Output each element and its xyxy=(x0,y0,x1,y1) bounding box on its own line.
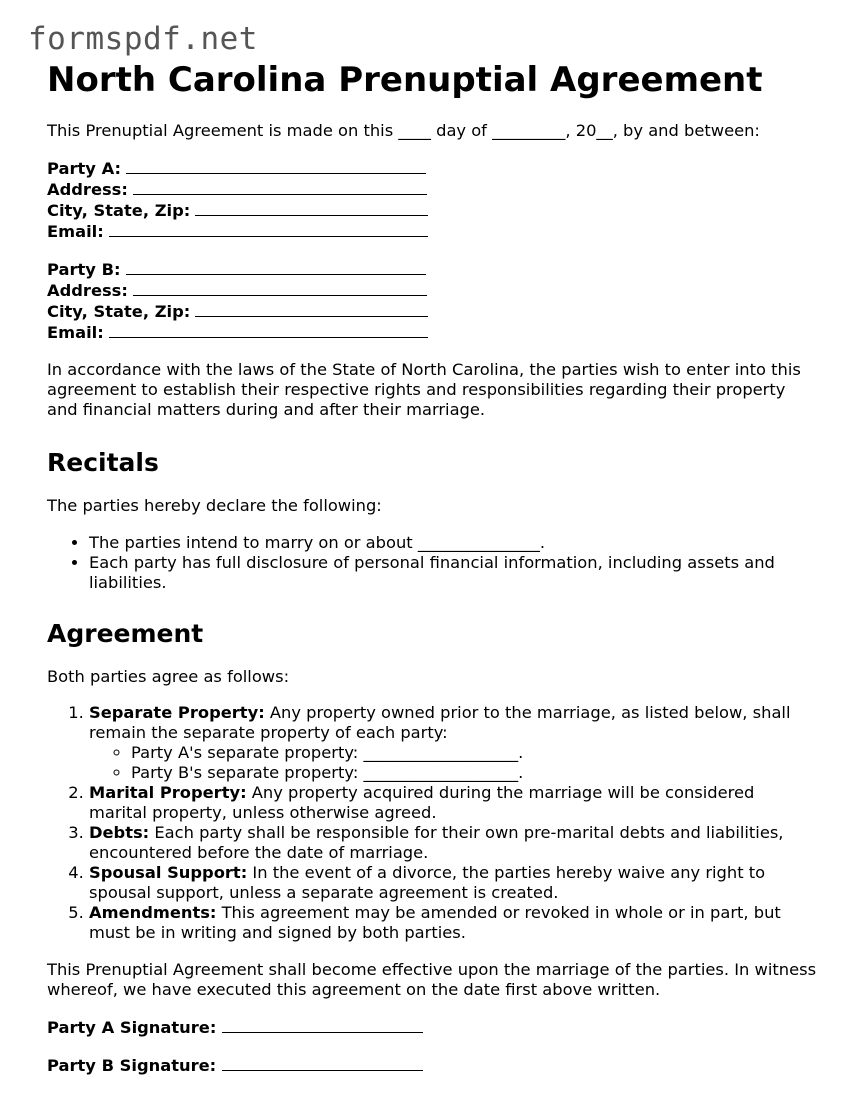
party-a-name-label: Party A: xyxy=(47,159,121,178)
agreement-text: Each party shall be responsible for their own pre-marital debts and liabilities, encountered before the date of marriage. xyxy=(89,823,784,862)
document-title: North Carolina Prenuptial Agreement xyxy=(47,60,763,100)
party-a-city-label: City, State, Zip: xyxy=(47,201,191,220)
party-a-email-blank[interactable] xyxy=(109,221,428,237)
recitals-heading: Recitals xyxy=(47,448,159,477)
party-b-name-label: Party B: xyxy=(47,260,121,279)
agreement-term: Debts: xyxy=(89,823,150,842)
party-a-address-blank[interactable] xyxy=(133,179,427,195)
party-a-email-label: Email: xyxy=(47,222,104,241)
agreement-term: Separate Property: xyxy=(89,703,265,722)
recitals-list xyxy=(47,533,817,593)
party-b-email-blank[interactable] xyxy=(109,322,428,338)
party-b-signature-line xyxy=(47,1055,817,1076)
party-a-signature-blank[interactable] xyxy=(222,1017,423,1033)
party-b-name-line xyxy=(47,259,817,280)
sub-item: ◦ Party A's separate property: ___________________. xyxy=(131,743,817,763)
party-a-address-label: Address: xyxy=(47,180,128,199)
agreement-heading: Agreement xyxy=(47,619,204,648)
party-b-name-blank[interactable] xyxy=(126,259,426,275)
party-a-address-line xyxy=(47,179,817,200)
closing-paragraph: This Prenuptial Agreement shall become effective upon the marriage of the parties. In witness whereof, we have executed this agreement on the date first above written. xyxy=(47,960,817,999)
party-b-address-label: Address: xyxy=(47,281,128,300)
separate-property-sublist xyxy=(89,743,817,783)
intro-paragraph: This Prenuptial Agreement is made on this ____ day of _________, 20__, by and between: xyxy=(47,121,760,140)
agreement-item-marital-property xyxy=(89,783,817,823)
party-b-city-line xyxy=(47,301,817,322)
agreement-text: Any property owned prior to the marriage, as listed below, shall remain the separate property of each party: xyxy=(89,703,791,742)
agreement-text: In the event of a divorce, the parties hereby waive any right to spousal support, unless a separate agreement is created. xyxy=(89,863,766,902)
party-a-name-blank[interactable] xyxy=(126,158,426,174)
party-b-city-blank[interactable] xyxy=(195,301,428,317)
party-a-city-line xyxy=(47,200,817,221)
recital-item: • Each party has full disclosure of personal financial information, including assets and liabilities. xyxy=(89,553,817,593)
recital-item: • The parties intend to marry on or about _______________. xyxy=(89,533,817,553)
party-a-name-line xyxy=(47,158,817,179)
party-a-signature-line xyxy=(47,1017,817,1038)
party-b-email-label: Email: xyxy=(47,323,104,342)
agreement-item-spousal-support xyxy=(89,863,817,903)
party-a-signature-label: Party A Signature: xyxy=(47,1018,217,1037)
agreement-item-amendments xyxy=(89,903,817,943)
watermark: formspdf.net xyxy=(28,21,258,57)
agreement-item-debts xyxy=(89,823,817,863)
party-b-signature-blank[interactable] xyxy=(222,1055,423,1071)
party-b-block xyxy=(47,259,817,343)
agreement-intro: Both parties agree as follows: xyxy=(47,667,290,686)
sub-item: ◦ Party B's separate property: ___________________. xyxy=(131,763,817,783)
recitals-intro: The parties hereby declare the following: xyxy=(47,496,382,515)
document-page xyxy=(47,58,817,1076)
agreement-term: Spousal Support: xyxy=(89,863,248,882)
agreement-text: This agreement may be amended or revoked in whole or in part, but must be in writing and signed by both parties. xyxy=(89,903,781,942)
agreement-term: Marital Property: xyxy=(89,783,247,802)
agreement-item-separate-property xyxy=(89,703,817,783)
party-b-city-label: City, State, Zip: xyxy=(47,302,191,321)
party-b-email-line xyxy=(47,322,817,343)
agreement-text: Any property acquired during the marriage will be considered marital property, unless otherwise agreed. xyxy=(89,783,755,822)
party-b-address-line xyxy=(47,280,817,301)
agreement-list xyxy=(47,703,817,943)
party-a-block xyxy=(47,158,817,242)
party-b-signature-label: Party B Signature: xyxy=(47,1056,217,1075)
agreement-term: Amendments: xyxy=(89,903,217,922)
purpose-paragraph: In accordance with the laws of the State of North Carolina, the parties wish to enter into this agreement to establish their respective rights and responsibilities regarding their property and financial matters during and after their marriage. xyxy=(47,360,801,419)
party-b-address-blank[interactable] xyxy=(133,280,427,296)
party-a-city-blank[interactable] xyxy=(195,200,428,216)
party-a-email-line xyxy=(47,221,817,242)
